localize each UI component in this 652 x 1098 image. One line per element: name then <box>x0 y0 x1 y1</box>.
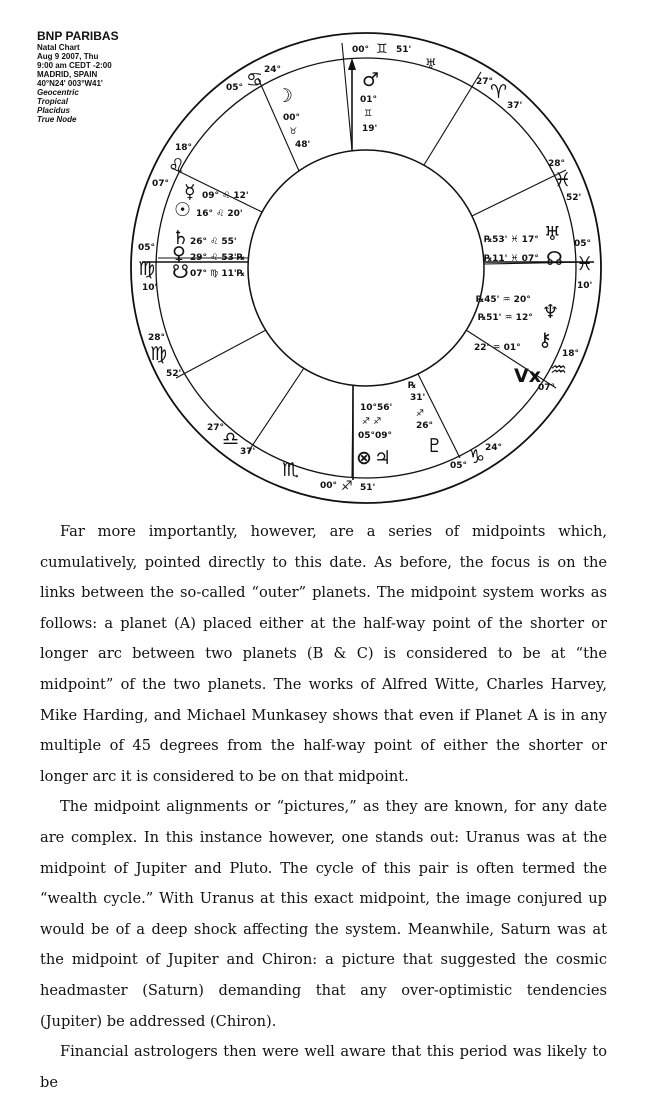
mars-minute: 19' <box>362 124 378 134</box>
cusp-label-4 <box>320 479 375 494</box>
cusp-8-degree: 18° <box>175 143 193 153</box>
cusp-7-minute: 10' <box>142 283 158 293</box>
cusp-9-degree: 05° <box>226 83 244 93</box>
north-node-position: ℞11' ♓ 07° <box>484 254 539 264</box>
cusp-2-sign-icon: ♒ <box>550 359 568 381</box>
cusp-label-7 <box>138 243 157 293</box>
moon-degree: 00° <box>283 113 301 123</box>
wheel-center-circle <box>248 150 484 386</box>
chart-coordinates: 40°N24' 003°W41' <box>37 79 103 88</box>
chart-title: BNP PARIBAS <box>37 29 119 43</box>
cusp-3-degree: 05° <box>450 461 468 471</box>
mercury-icon: ☿ <box>184 181 196 203</box>
chart-date: Aug 9 2007, Thu <box>37 52 99 61</box>
scorpio-icon: ♏ <box>282 459 300 481</box>
cusp-12-sign-icon: ♓ <box>554 169 572 191</box>
jupiter-position-degrees: 05°09° <box>358 431 393 441</box>
part-of-fortune-icon: ⊗ <box>356 447 372 469</box>
cusp-2-degree: 18° <box>562 349 580 359</box>
cusp-7-sign-icon: ♍ <box>138 258 156 280</box>
chiron-icon: ⚷ <box>538 329 552 351</box>
venus-position: 29° ♌ 53'℞ <box>190 253 245 263</box>
pluto-sign-icon: ♐ <box>416 409 425 419</box>
natal-chart <box>0 0 652 505</box>
paragraph-2: The midpoint alignments or “pictures,” as they are known, for any date are complex. In this instance however, one stands out: Uranus was at the midpoint of Jupiter and Pluto. The cycle of this pair is often termed the “wealth cycle.” With Uranus at this exact midpoint, the image conjured up would be of a deep shock affecting the system. Meanwhile, Saturn was at the midpoint of Jupiter and Chiron: a picture that suggested the cosmic headmaster (Saturn) demanding that any over-optimistic tendencies (Jupiter) be addressed (Chiron). <box>40 798 607 1030</box>
vertex-position: 22' ♒ 01° <box>474 343 521 353</box>
moon-minute: 48' <box>295 140 311 150</box>
chart-wheel <box>0 0 652 505</box>
south-node-position: 07° ♍ 11'℞ <box>190 269 245 279</box>
sun-position: 16° ♌ 20' <box>196 209 243 219</box>
cusp-9-sign-icon: ♋ <box>246 69 264 91</box>
cusp-1-minute: 10' <box>577 281 593 291</box>
north-node-icon: ☊ <box>546 248 563 270</box>
planet-moon <box>276 85 310 150</box>
uranus-position: ℞53' ♓ 17° <box>484 235 539 245</box>
cusp-8-minute: 07° <box>152 179 170 189</box>
cusp-12-degree: 28° <box>548 159 566 169</box>
chart-setting-tropical: Tropical <box>37 97 68 106</box>
chart-location: MADRID, SPAIN <box>37 70 98 79</box>
saturn-position: 26° ♌ 55' <box>190 237 237 247</box>
neptune-icon: ♆ <box>542 301 560 323</box>
cusp-line-12 <box>472 170 566 216</box>
chart-setting-node: True Node <box>37 115 77 124</box>
wheel-inner-ring <box>156 58 576 478</box>
cusp-10-sign-icon: ♊ <box>376 42 388 57</box>
cusp-label-1 <box>574 239 593 291</box>
chart-setting-placidus: Placidus <box>37 106 70 115</box>
moon-icon: ☽ <box>276 85 294 107</box>
jupiter-icon: ♃ <box>374 447 392 469</box>
planet-vertex <box>474 343 541 387</box>
cusp-3-minute: 24° <box>485 443 503 453</box>
cusp-7-degree: 05° <box>138 243 156 253</box>
pluto-icon: ♇ <box>426 435 444 457</box>
pluto-minute: 31' <box>410 393 426 403</box>
south-node-icon: ☋ <box>172 261 189 283</box>
cusp-10-minute: 51' <box>396 45 412 55</box>
planet-uranus <box>484 223 561 245</box>
neptune-position: ℞45' ♒ 20° <box>476 295 531 305</box>
sun-icon: ☉ <box>174 199 192 221</box>
cusp-4-sign-icon: ♐ <box>341 479 353 494</box>
chart-setting-geocentric: Geocentric <box>37 88 79 97</box>
jupiter-sign-icons: ♐ ♐ <box>362 417 382 427</box>
planet-mars <box>360 69 379 134</box>
cusp-line-6 <box>176 330 266 378</box>
cusp-label-6 <box>148 333 181 379</box>
cusp-11-sign-icon: ♈ <box>490 81 508 103</box>
chart-time: 9:00 am CEDT -2:00 <box>37 61 112 70</box>
chart-type: Natal Chart <box>37 43 80 52</box>
cusp-label-2 <box>538 349 579 393</box>
mercury-position: 09° ♌ 12' <box>202 191 249 201</box>
cusp-6-sign-icon: ♍ <box>150 343 168 365</box>
body-text <box>40 517 607 1098</box>
chiron-position: ℞51' ♒ 12° <box>478 313 533 323</box>
cusp-5-sign-icon: ♎ <box>222 428 240 450</box>
cusp-10-degree: 00° <box>352 45 370 55</box>
cusp-5-minute: 37' <box>240 447 256 457</box>
cusp-11-minute: 37' <box>507 101 523 111</box>
moon-sign-icon: ♉ <box>289 127 298 137</box>
planet-sun <box>174 199 243 221</box>
cusp-label-12 <box>548 159 581 203</box>
cusp-2-minute: 07° <box>538 383 556 393</box>
venus-icon: ♀ <box>172 243 186 265</box>
cusp-1-sign-icon: ♓ <box>576 253 594 275</box>
cusp-label-10 <box>352 42 411 57</box>
vertex-icon: Vx <box>514 365 541 387</box>
mars-sign-icon: ♊ <box>364 109 373 119</box>
pluto-degree: 26° <box>416 421 434 431</box>
jupiter-position-minutes: 10°56' <box>360 403 393 413</box>
planet-south-node <box>172 261 245 283</box>
uranus-outer-icon: ♅ <box>425 57 437 72</box>
cusp-9-minute: 24° <box>264 65 282 75</box>
cusp-6-minute: 52' <box>166 369 182 379</box>
mc-arrow-icon <box>348 58 356 70</box>
cusp-4-minute: 51' <box>360 483 376 493</box>
cusp-1-degree: 05° <box>574 239 592 249</box>
cusp-12-minute: 52' <box>566 193 582 203</box>
cusp-label-9 <box>226 65 281 93</box>
mars-degree: 01° <box>360 95 378 105</box>
uranus-icon: ♅ <box>544 223 562 245</box>
planet-pluto <box>408 381 443 457</box>
pluto-retrograde: ℞ <box>408 381 417 391</box>
cusp-4-degree: 00° <box>320 481 338 491</box>
paragraph-3: Financial astrologers then were well aware that this period was likely to be <box>40 1043 607 1091</box>
cusp-3-sign-icon: ♑ <box>468 446 486 468</box>
cusp-line-5 <box>248 368 304 452</box>
cusp-5-degree: 27° <box>207 423 225 433</box>
mars-icon: ♂ <box>362 69 380 91</box>
cusp-8-sign-icon: ♌ <box>168 155 186 177</box>
planet-mercury <box>184 181 249 203</box>
cusp-label-5 <box>207 423 255 457</box>
planet-north-node <box>484 248 563 270</box>
paragraph-1: Far more importantly, however, are a series of midpoints which, cumulatively, pointed directly to this date. As before, the focus is on the links between the so-called “outer” planets. The midpoint system works as follows: a planet (A) placed either at the half-way point of the shorter or longer arc between two planets (B & C) is considered to be at “the midpoint” of the two planets. The works of Alfred Witte, Charles Harvey, Mike Harding, and Michael Munkasey shows that even if Planet A is in any multiple of 45 degrees from the half-way point of either the shorter or longer arc it is considered to be on that midpoint. <box>40 523 607 785</box>
cusp-line-11 <box>424 72 481 165</box>
saturn-icon: ♄ <box>172 227 190 249</box>
planet-jupiter <box>356 403 392 469</box>
cusp-11-degree: 27° <box>476 77 494 87</box>
cusp-6-degree: 28° <box>148 333 166 343</box>
